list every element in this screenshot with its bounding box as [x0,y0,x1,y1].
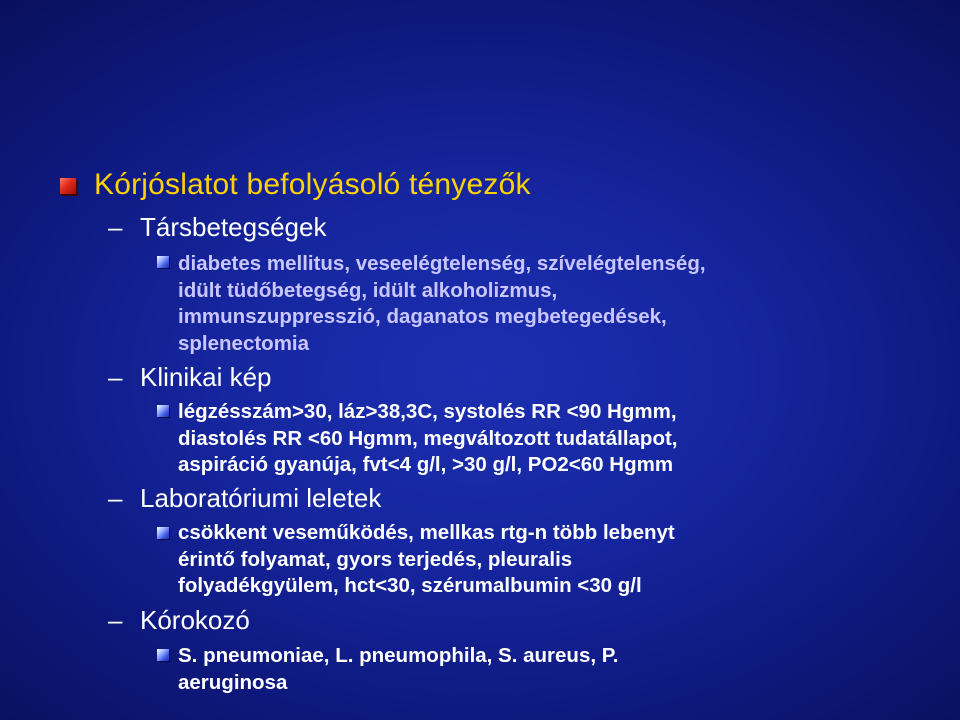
section-details-tarsbetegsegek [178,251,706,357]
section-dash: – [108,483,123,513]
section-details-klinikai-kep [178,399,678,479]
detail-line: érintő folyamat, gyors terjedés, pleuralis [178,547,573,571]
section-heading-klinikai-kep: Klinikai kép [140,362,272,392]
section-heading-tarsbetegsegek: Társbetegségek [140,212,327,242]
slide-title: Kórjóslatot befolyásoló tényezők [94,168,531,201]
detail-line: csökkent veseműködés, mellkas rtg-n több lebenyt [178,521,675,544]
detail-line: folyadékgyülem, hct<30, szérumalbumin <30 g/l [178,574,642,597]
section-heading-laboratoriumi-leletek: Laboratóriumi leletek [140,483,382,513]
detail-line: légzésszám>30, láz>38,3C, systolés RR <90 Hgmm, [178,400,677,423]
detail-bullet-icon [157,405,169,417]
detail-line: immunszuppresszió, daganatos megbetegedések, [178,305,667,328]
section-dash: – [108,605,123,635]
detail-bullet-icon [157,256,169,268]
detail-line: idült tüdőbetegség, idült alkoholizmus, [178,278,558,302]
title-bullet-icon [60,178,76,194]
detail-bullet-icon [157,649,169,661]
section-details-laboratoriumi-leletek [178,520,675,600]
section-heading-korokozo: Kórokozó [140,605,250,635]
detail-line: aeruginosa [178,670,288,694]
detail-line: diabetes mellitus, veseelégtelenség, szívelégtelenség, [178,252,706,275]
section-dash: – [108,362,123,392]
section-details-korokozo [178,643,618,696]
detail-line: S. pneumoniae, L. pneumophila, S. aureus, P. [178,644,619,667]
detail-line: aspiráció gyanúja, fvt<4 g/l, >30 g/l, PO2<60 Hgmm [178,453,674,476]
detail-line: diastolés RR <60 Hgmm, megváltozott tudatállapot, [178,426,678,450]
section-dash: – [108,212,123,242]
detail-line: splenectomia [178,331,310,355]
detail-bullet-icon [157,527,169,539]
